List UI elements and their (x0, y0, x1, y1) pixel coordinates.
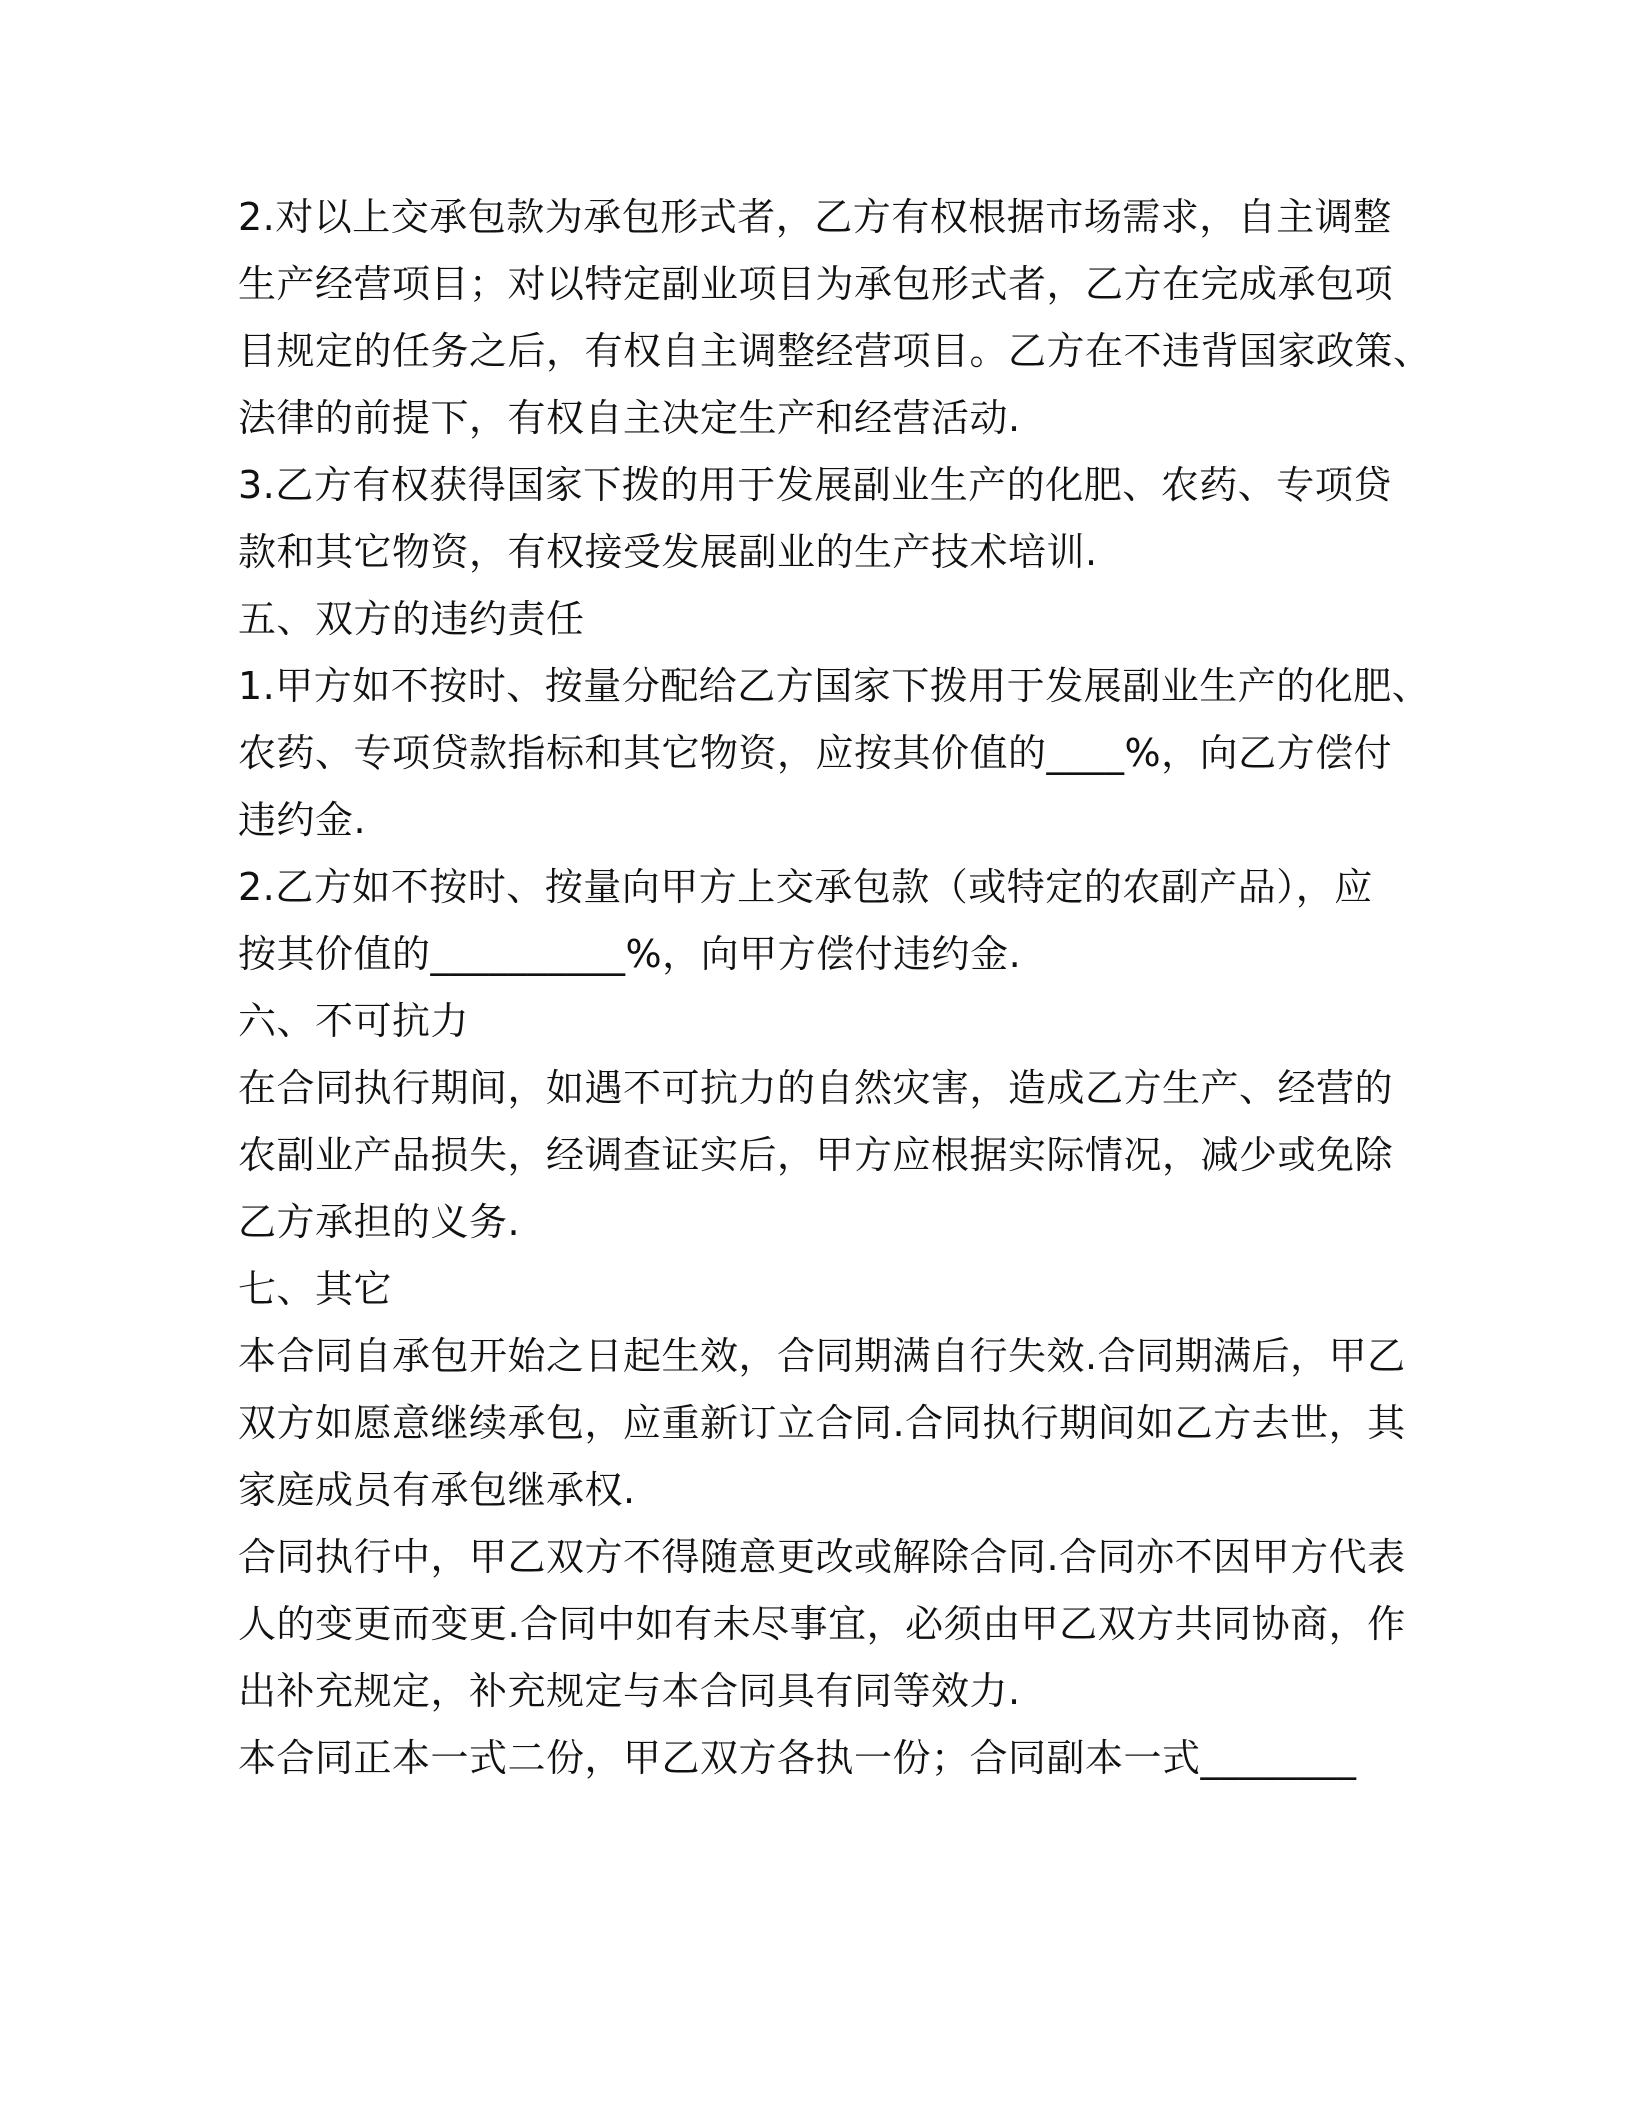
section-heading: 六、不可抗力 (238, 999, 470, 1043)
text-line: 款和其它物资，有权接受发展副业的生产技术培训. (238, 530, 1098, 574)
text-line: 农药、专项贷款指标和其它物资，应按其价值的____%，向乙方偿付 (238, 731, 1393, 775)
text-line: 3.乙方有权获得国家下拨的用于发展副业生产的化肥、农药、专项贷 (238, 463, 1392, 507)
text-line: 在合同执行期间，如遇不可抗力的自然灾害，造成乙方生产、经营的 (238, 1066, 1394, 1110)
text-line: 违约金. (238, 798, 367, 842)
section-heading: 五、双方的违约责任 (238, 597, 585, 641)
text-line: 法律的前提下，有权自主决定生产和经营活动. (238, 396, 1021, 440)
text-line: 目规定的任务之后，有权自主调整经营项目。乙方在不违背国家政策、 (238, 329, 1432, 373)
text-line: 2.乙方如不按时、按量向甲方上交承包款（或特定的农副产品），应 (238, 865, 1373, 909)
text-line: 人的变更而变更.合同中如有未尽事宜，必须由甲乙双方共同协商，作 (238, 1602, 1406, 1646)
text-line: 生产经营项目；对以特定副业项目为承包形式者，乙方在完成承包项 (238, 262, 1394, 306)
text-line: 家庭成员有承包继承权. (238, 1468, 636, 1512)
section-heading: 七、其它 (238, 1267, 393, 1311)
text-line: 农副业产品损失，经调查证实后，甲方应根据实际情况，减少或免除 (238, 1133, 1394, 1177)
text-line: 按其价值的__________%，向甲方偿付违约金. (238, 932, 1022, 976)
text-line: 合同执行中，甲乙双方不得随意更改或解除合同.合同亦不因甲方代表 (238, 1535, 1406, 1579)
text-line: 本合同自承包开始之日起生效，合同期满自行失效.合同期满后，甲乙 (238, 1334, 1406, 1378)
text-line: 2.对以上交承包款为承包形式者，乙方有权根据市场需求，自主调整 (238, 195, 1392, 239)
text-line: 乙方承担的义务. (238, 1200, 521, 1244)
text-line: 本合同正本一式二份，甲乙双方各执一份；合同副本一式________ (238, 1736, 1357, 1780)
text-line: 1.甲方如不按时、按量分配给乙方国家下拨用于发展副业生产的化肥、 (238, 664, 1431, 708)
text-line: 双方如愿意继续承包，应重新订立合同.合同执行期间如乙方去世，其 (238, 1401, 1406, 1445)
text-line: 出补充规定，补充规定与本合同具有同等效力. (238, 1669, 1021, 1713)
document-body (238, 184, 1432, 1792)
